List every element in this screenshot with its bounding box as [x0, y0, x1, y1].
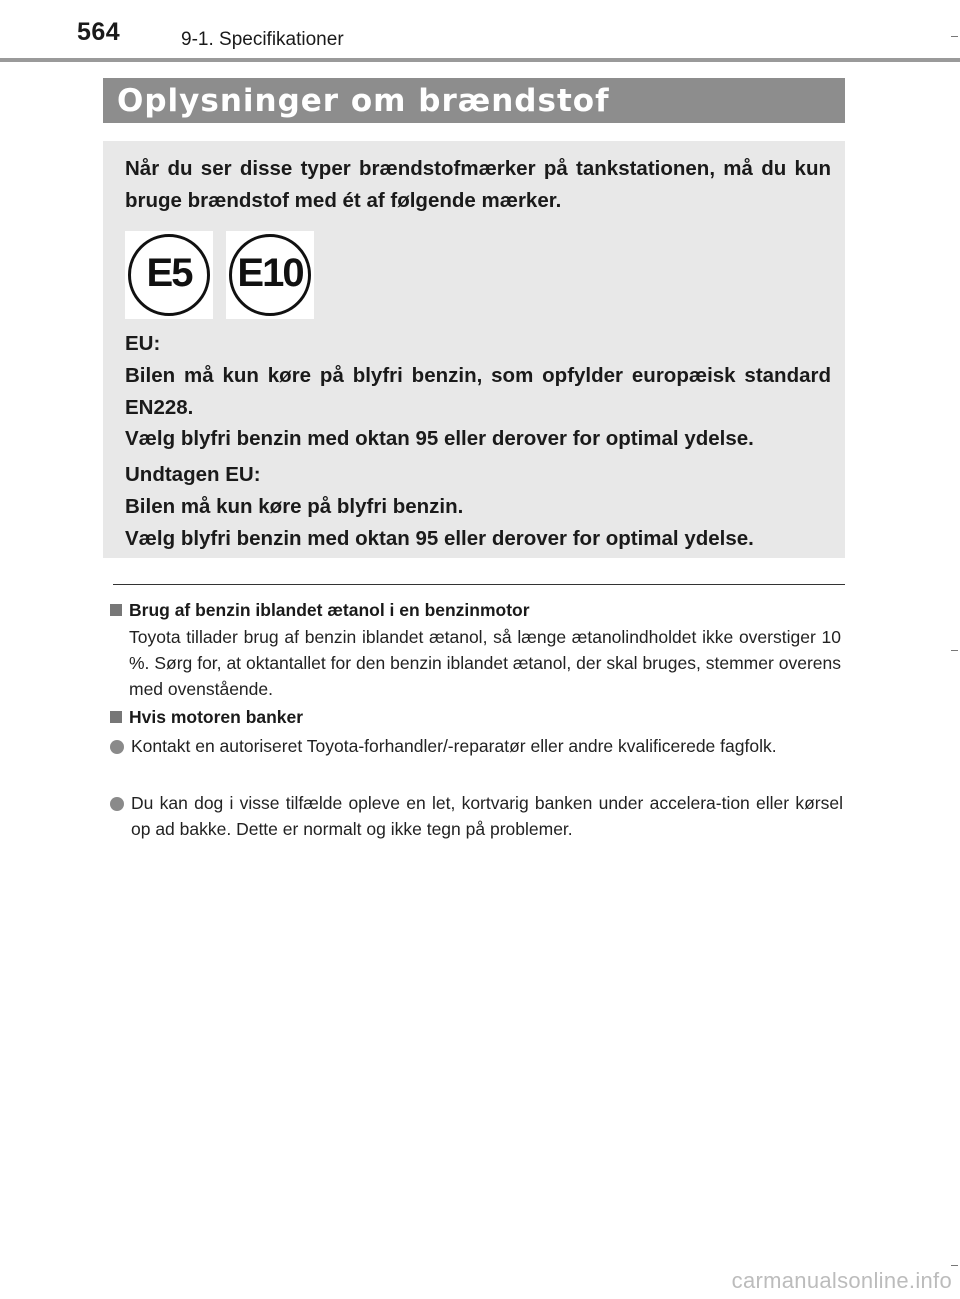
- non-eu-requirement: Bilen må kun køre på blyfri benzin.: [125, 495, 464, 518]
- list-item: Du kan dog i visse tilfælde opleve en let, kortvarig banken under accelera-tion eller kørsel op ad bakke. Dette er normalt og ikke tegn på problemer.: [131, 793, 843, 839]
- square-bullet-icon: [110, 711, 122, 723]
- section-label: 9-1. Specifikationer: [181, 29, 344, 50]
- round-bullet-icon: [110, 740, 124, 754]
- header-divider: [0, 58, 960, 62]
- crop-mark: [951, 650, 958, 651]
- fuel-intro: Når du ser disse typer brændstofmærker på tankstationen, må du kun bruge brændstof med ét af følgende mærker.: [125, 157, 831, 212]
- non-eu-heading: Undtagen EU:: [125, 463, 261, 486]
- square-bullet-icon: [110, 604, 122, 616]
- fuel-mark-label: E5: [146, 251, 192, 295]
- crop-mark: [951, 1265, 958, 1266]
- page-number: 564: [77, 18, 121, 46]
- crop-mark: [951, 36, 958, 37]
- section-divider: [113, 584, 845, 585]
- fuel-mark-label: E10: [237, 251, 303, 295]
- non-eu-octane: Vælg blyfri benzin med oktan 95 eller derover for optimal ydelse.: [125, 527, 754, 550]
- eu-octane: Vælg blyfri benzin med oktan 95 eller derover for optimal ydelse.: [125, 427, 754, 450]
- ethanol-heading: Brug af benzin iblandet ætanol i en benzinmotor: [110, 600, 530, 621]
- knocking-heading: Hvis motoren banker: [110, 707, 303, 728]
- list-item: Kontakt en autoriseret Toyota-forhandler/-reparatør eller andre kvalificerede fagfolk.: [131, 736, 777, 756]
- fuel-info-box: [103, 141, 845, 558]
- fuel-mark-e10: [226, 231, 314, 319]
- eu-heading: EU:: [125, 332, 161, 355]
- eu-requirement: Bilen må kun køre på blyfri benzin, som opfylder europæisk standard EN228.: [125, 364, 831, 419]
- fuel-mark-e5: [125, 231, 213, 319]
- section-title-band: [103, 78, 845, 123]
- watermark: carmanualsonline.info: [731, 1268, 952, 1293]
- ethanol-text: Toyota tillader brug af benzin iblandet ætanol, så længe ætanolindholdet ikke overstiger 10 %. Sørg for, at oktantallet for den benzin iblandet ætanol, der skal bruges, stemmer overens med ovenstående.: [129, 627, 841, 699]
- round-bullet-icon: [110, 797, 124, 811]
- page-title: Oplysninger om brændstof: [117, 83, 610, 119]
